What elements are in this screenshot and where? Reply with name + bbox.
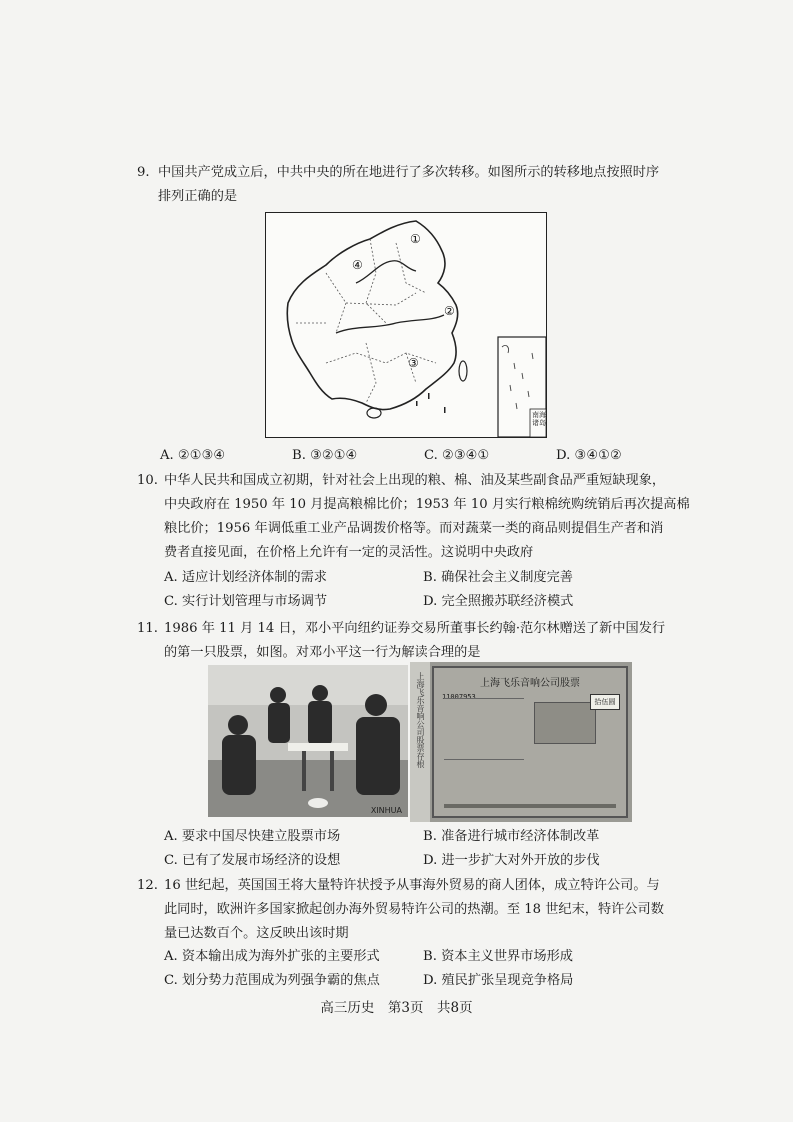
q12-option-b: B. 资本主义世界市场形成 <box>423 949 573 964</box>
stock-stub-text: 上海飞乐音响公司股票存根 <box>416 672 425 768</box>
q10-option-d: D. 完全照搬苏联经济模式 <box>423 594 574 609</box>
map-marker-3: ③ <box>408 356 419 370</box>
q12-stem-line1: 16 世纪起，英国国王将大量特许状授予从事海外贸易的商人团体，成立特许公司。与 <box>164 878 660 893</box>
q10-stem-line3: 粮比价；1956 年调低重工业产品调拨价格等。而对蔬菜一类的商品则提倡生产者和消 <box>164 521 664 536</box>
q9-option-c: C. ②③④① <box>424 448 490 463</box>
photo-credit: XINHUA <box>370 806 402 815</box>
q10-number: 10. <box>137 473 158 488</box>
q9-option-d: D. ③④①② <box>556 448 622 463</box>
q12-option-c: C. 划分势力范围成为列强争霸的焦点 <box>164 973 380 988</box>
q11-option-d: D. 进一步扩大对外开放的步伐 <box>423 853 600 868</box>
q11-stem-line2: 的第一只股票，如图。对邓小平这一行为解读合理的是 <box>164 645 481 660</box>
q10-stem-line4: 费者直接见面，在价格上允许有一定的灵活性。这说明中央政府 <box>164 545 534 560</box>
q11-stem-line1: 1986 年 11 月 14 日，邓小平向纽约证券交易所董事长约翰·范尔林赠送了新中国发行 <box>164 621 666 636</box>
q9-stem-line1: 中国共产党成立后，中共中央的所在地进行了多次转移。如图所示的转移地点按照时序 <box>158 165 660 180</box>
q11-number: 11. <box>137 621 158 636</box>
q10-stem-line1: 中华人民共和国成立初期，针对社会上出现的粮、棉、油及某些副食品严重短缺现象， <box>164 473 666 488</box>
q9-option-a: A. ②①③④ <box>160 448 226 463</box>
map-marker-1: ① <box>410 232 421 246</box>
map-marker-4: ④ <box>352 258 363 272</box>
china-map-drawing <box>266 213 548 439</box>
q9-option-b: B. ③②①④ <box>292 448 358 463</box>
q11-option-a: A. 要求中国尽快建立股票市场 <box>164 829 341 844</box>
q12-stem-line2: 此同时，欧洲许多国家掀起创办海外贸易特许公司的热潮。至 18 世纪末，特许公司数 <box>164 902 664 917</box>
stock-certificate <box>432 666 628 818</box>
stock-serial: 11007953 <box>442 693 476 701</box>
q9-number: 9. <box>137 165 150 180</box>
meeting-photo <box>208 665 408 817</box>
q11-option-c: C. 已有了发展市场经济的设想 <box>164 853 341 868</box>
inset-label: 南海诸岛 <box>532 411 546 427</box>
meeting-photo-drawing <box>208 665 408 817</box>
q12-stem-line3: 量已达数百个。这反映出该时期 <box>164 926 349 941</box>
stock-seal: 拾伍圆 <box>590 694 620 710</box>
q12-option-d: D. 殖民扩张呈现竞争格局 <box>423 973 574 988</box>
q10-option-b: B. 确保社会主义制度完善 <box>423 570 573 585</box>
q12-option-a: A. 资本输出成为海外扩张的主要形式 <box>164 949 380 964</box>
q10-option-a: A. 适应计划经济体制的需求 <box>164 570 327 585</box>
page-footer: 高三历史 第3页 共8页 <box>320 1000 473 1016</box>
q11-option-b: B. 准备进行城市经济体制改革 <box>423 829 600 844</box>
q10-stem-line2: 中央政府在 1950 年 10 月提高粮棉比价；1953 年 10 月实行粮棉统购统销后再次提高棉 <box>164 497 690 512</box>
china-map <box>265 212 547 438</box>
q12-number: 12. <box>137 878 158 893</box>
stock-certificate-image <box>410 662 632 822</box>
q9-stem-line2: 排列正确的是 <box>158 189 238 204</box>
map-marker-2: ② <box>444 304 455 318</box>
stock-title: 上海飞乐音响公司股票 <box>480 678 580 689</box>
q10-option-c: C. 实行计划管理与市场调节 <box>164 594 328 609</box>
